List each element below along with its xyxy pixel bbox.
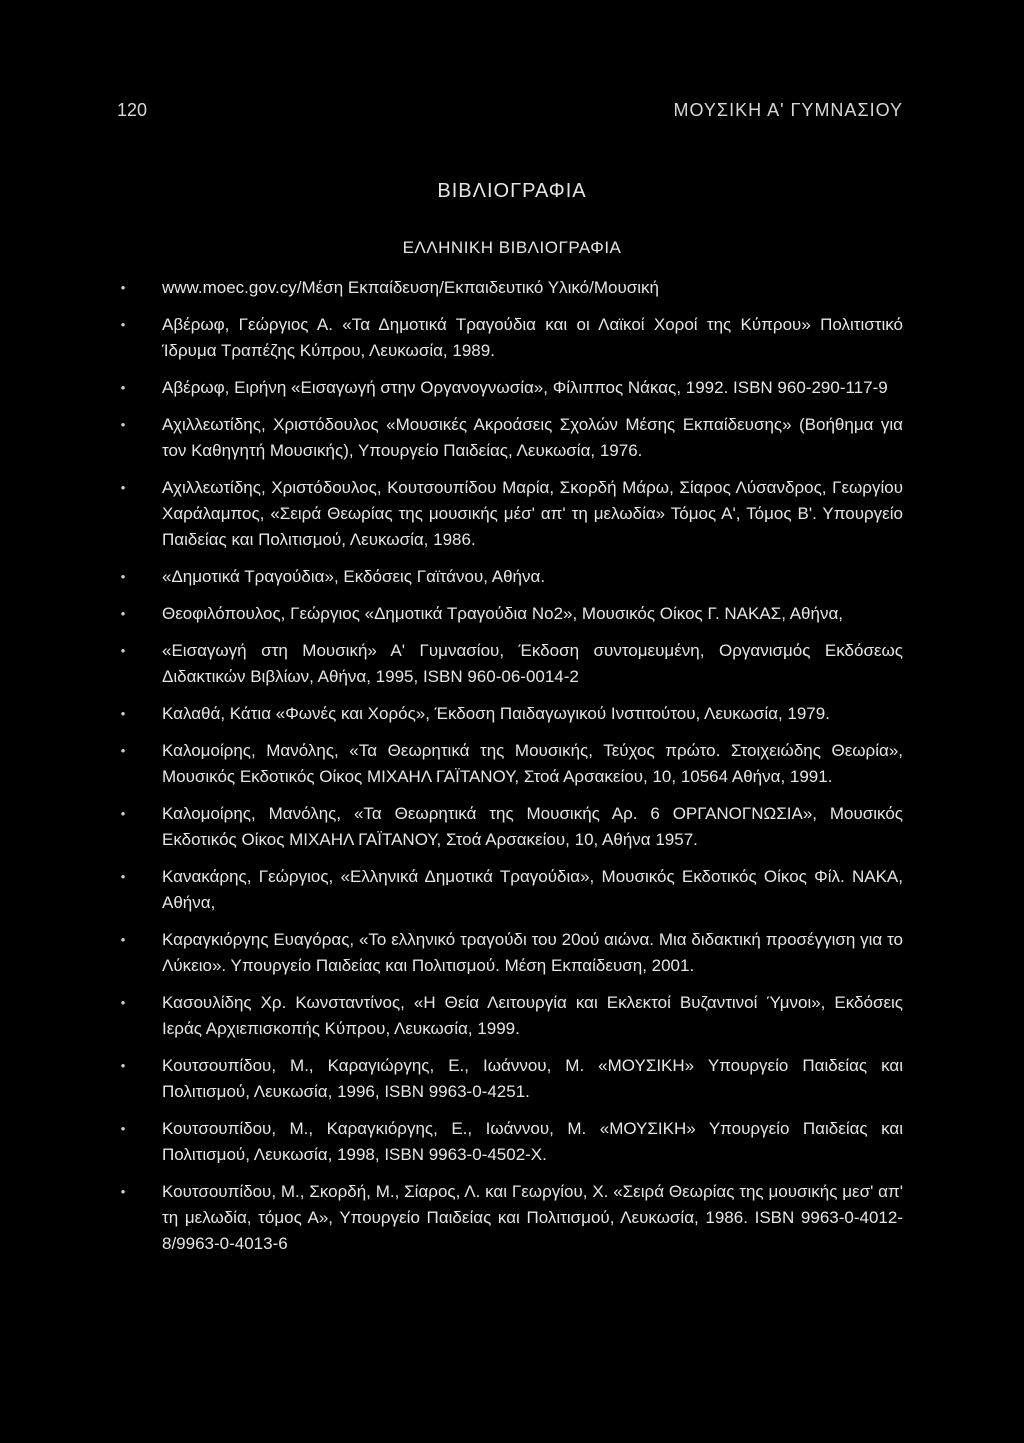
bullet-icon: • — [120, 606, 126, 621]
bibliography-entry[interactable] — [117, 275, 903, 301]
bibliography-entry — [117, 412, 903, 464]
bullet-icon: • — [120, 1184, 126, 1199]
running-title: ΜΟΥΣΙΚΗ Α' ΓΥΜΝΑΣΙΟΥ — [673, 100, 903, 120]
entry-text: Καραγκιόργης Ευαγόρας, «Το ελληνικό τραγούδι του 20ού αιώνα. Μια διδακτική προσέγγιση για το Λύκειο». Υπουργείο Παιδείας και Πολιτισμού. Μέση Εκπαίδευση, 2001. — [162, 930, 903, 975]
bullet-icon: • — [120, 806, 126, 821]
bibliography-entry — [117, 1053, 903, 1105]
bibliography-list — [117, 275, 903, 1268]
bibliography-entry — [117, 601, 903, 627]
bibliography-entry — [117, 738, 903, 790]
section-subtitle: ΕΛΛΗΝΙΚΗ ΒΙΒΛΙΟΓΡΑΦΙΑ — [402, 238, 622, 257]
entry-text: Κουτσουπίδου, Μ., Σκορδή, Μ., Σίαρος, Λ. και Γεωργίου, Χ. «Σειρά Θεωρίας της μουσικής μεσ' απ' τη μελωδία, τόμος Α», Υπουργείο Παιδείας και Πολιτισμού, Λευκωσία, 1986. ISBN 9963-0-4012-8/9963-0-4013-6 — [162, 1182, 903, 1253]
bibliography-entry — [117, 564, 903, 590]
bibliography-entry — [117, 475, 903, 553]
bullet-icon: • — [120, 869, 126, 884]
entry-text: Αχιλλεωτίδης, Χριστόδουλος «Μουσικές Ακροάσεις Σχολών Μέσης Εκπαίδευσης» (Βοήθημα για τον Καθηγητή Μουσικής), Υπουργείο Παιδείας, Λευκωσία, 1976. — [162, 415, 903, 460]
bullet-icon: • — [120, 932, 126, 947]
bullet-icon: • — [120, 480, 126, 495]
bibliography-entry — [117, 801, 903, 853]
bullet-icon: • — [120, 380, 126, 395]
entry-text: Καλαθά, Κάτια «Φωνές και Χορός», Έκδοση Παιδαγωγικού Ινστιτούτου, Λευκωσία, 1979. — [162, 704, 830, 723]
bibliography-entry — [117, 864, 903, 916]
bullet-icon: • — [120, 706, 126, 721]
entry-text: Αχιλλεωτίδης, Χριστόδουλος, Κουτσουπίδου Μαρία, Σκορδή Μάρω, Σίαρος Λύσανδρος, Γεωργίου Χαράλαμπος, «Σειρά Θεωρίας της μουσικής μέσ' απ' τη μελωδία» Τόμος Α', Τόμος Β'. Υπουργείο Παιδείας και Πολιτισμού, Λευκωσία, 1986. — [162, 478, 903, 549]
bibliography-entry — [117, 701, 903, 727]
bullet-icon: • — [120, 995, 126, 1010]
entry-text: Κουτσουπίδου, Μ., Καραγκιόργης, Ε., Ιωάννου, Μ. «ΜΟΥΣΙΚΗ» Υπουργείο Παιδείας και Πολιτισμού, Λευκωσία, 1998, ISBN 9963-0-4502-Χ. — [162, 1119, 903, 1164]
bibliography-entry — [117, 990, 903, 1042]
page-title: ΒΙΒΛΙΟΓΡΑΦΙΑ — [437, 180, 587, 202]
bullet-icon: • — [120, 417, 126, 432]
entry-text: Κανακάρης, Γεώργιος, «Ελληνικά Δημοτικά Τραγούδια», Μουσικός Εκδοτικός Οίκος Φίλ. ΝΑΚΑ, Αθήνα, — [162, 867, 903, 912]
entry-text: www.moec.gov.cy/Μέση Εκπαίδευση/Εκπαιδευτικό Υλικό/Μουσική — [162, 278, 660, 297]
bibliography-entry — [117, 375, 903, 401]
page-header — [117, 100, 903, 128]
entry-text: «Εισαγωγή στη Μουσική» Α' Γυμνασίου, Έκδοση συντομευμένη, Οργανισμός Εκδόσεως Διδακτικών Βιβλίων, Αθήνα, 1995, ISBN 960-06-0014-2 — [162, 641, 903, 686]
entry-text: «Δημοτικά Τραγούδια», Εκδόσεις Γαϊτάνου, Αθήνα. — [162, 567, 546, 586]
bullet-icon: • — [120, 643, 126, 658]
bullet-icon: • — [120, 743, 126, 758]
bullet-icon: • — [120, 1121, 126, 1136]
page-number: 120 — [117, 100, 148, 120]
entry-text: Κασουλίδης Χρ. Κωνσταντίνος, «Η Θεία Λειτουργία και Εκλεκτοί Βυζαντινοί Ύμνοι», Εκδόσεις Ιεράς Αρχιεπισκοπής Κύπρου, Λευκωσία, 1999. — [162, 993, 903, 1038]
entry-text: Καλομοίρης, Μανόλης, «Τα Θεωρητικά της Μουσικής Αρ. 6 ΟΡΓΑΝΟΓΝΩΣΙΑ», Μουσικός Εκδοτικός Οίκος ΜΙΧΑΗΛ ΓΑΪΤΑΝΟΥ, Στοά Αρσακείου, 10, Αθήνα 1957. — [162, 804, 903, 849]
bibliography-entry — [117, 927, 903, 979]
entry-text: Θεοφιλόπουλος, Γεώργιος «Δημοτικά Τραγούδια Νο2», Μουσικός Οίκος Γ. ΝΑΚΑΣ, Αθήνα, — [162, 604, 843, 623]
bullet-icon: • — [120, 280, 126, 295]
bullet-icon: • — [120, 1058, 126, 1073]
bullet-icon: • — [120, 569, 126, 584]
entry-text: Κουτσουπίδου, Μ., Καραγιώργης, Ε., Ιωάννου, Μ. «ΜΟΥΣΙΚΗ» Υπουργείο Παιδείας και Πολιτισμού, Λευκωσία, 1996, ISBN 9963-0-4251. — [162, 1056, 903, 1101]
entry-text: Αβέρωφ, Γεώργιος Α. «Τα Δημοτικά Τραγούδια και οι Λαϊκοί Χοροί της Κύπρου» Πολιτιστικό Ίδρυμα Τραπέζης Κύπρου, Λευκωσία, 1989. — [162, 315, 903, 360]
bibliography-entry — [117, 312, 903, 364]
bibliography-entry — [117, 1116, 903, 1168]
entry-text: Καλομοίρης, Μανόλης, «Τα Θεωρητικά της Μουσικής, Τεύχος πρώτο. Στοιχειώδης Θεωρία», Μουσικός Εκδοτικός Οίκος ΜΙΧΑΗΛ ΓΑΪΤΑΝΟΥ, Στοά Αρσακείου, 10, 10564 Αθήνα, 1991. — [162, 741, 903, 786]
bibliography-entry — [117, 1179, 903, 1257]
bullet-icon: • — [120, 317, 126, 332]
bibliography-entry — [117, 638, 903, 690]
entry-text: Αβέρωφ, Ειρήνη «Εισαγωγή στην Οργανογνωσία», Φίλιππος Νάκας, 1992. ISBN 960-290-117-9 — [162, 378, 888, 397]
